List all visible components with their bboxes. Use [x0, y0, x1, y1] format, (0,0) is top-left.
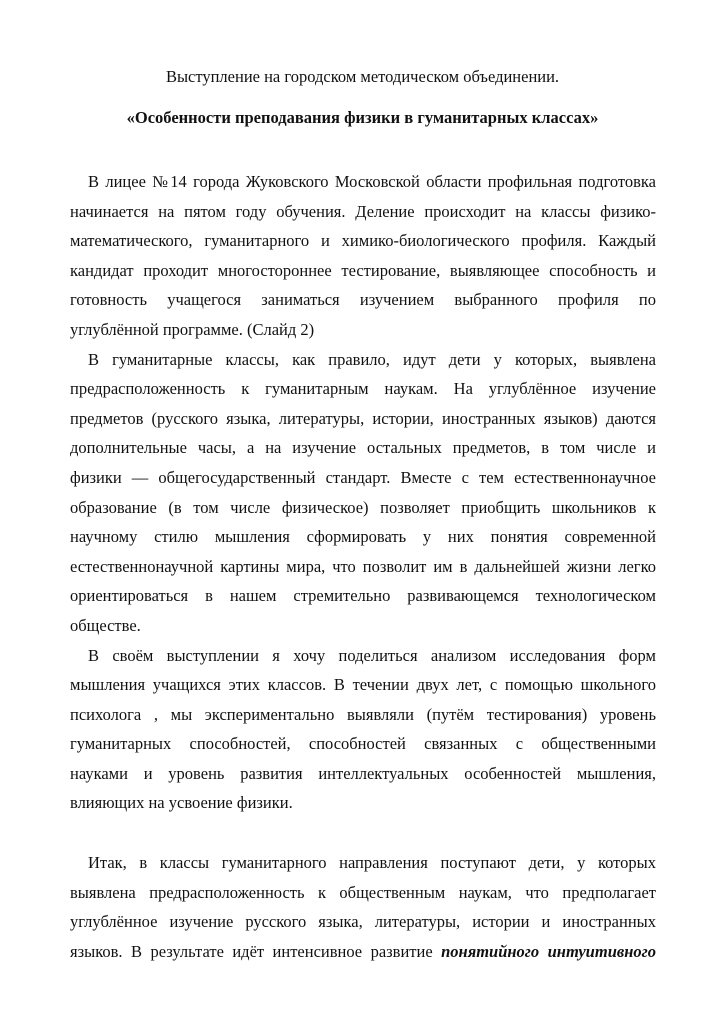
text-line: мышления учащихся этих классов. В течении двух лет, с помощью школьного [70, 675, 656, 695]
text-line: ориентироваться в нашем стремительно развивающемся технологическом [70, 586, 656, 606]
emphasized-text: понятийного интуитивного [441, 941, 656, 961]
text-line: образование (в том числе физическое) позволяет приобщить школьников к [70, 497, 656, 517]
text-line: физики — общегосударственный стандарт. Вместе с тем естественнонаучное [70, 467, 656, 487]
text-line: кандидат проходит многостороннее тестирование, выявляющее способность и [70, 260, 656, 280]
document-subtitle: Выступление на городском методическом объединении. [165, 67, 560, 86]
text-run: языков. В результате идёт интенсивное развитие [70, 941, 442, 961]
text-line: В лицее №14 города Жуковского Московской области профильная подготовка [88, 172, 656, 191]
document-title: «Особенности преподавания физики в гуманитарных классах» [126, 108, 599, 127]
text-line: готовность учащегося заниматься изучением выбранного профиля по [70, 290, 656, 310]
text-line: Итак, в классы гуманитарного направления поступают дети, у которых [88, 853, 656, 873]
text-line: предметов (русского языка, литературы, истории, иностранных языков) даются [70, 408, 656, 428]
document-body [70, 167, 656, 966]
text-line: выявлена предрасположенность к общественным наукам, что предполагает [70, 882, 656, 902]
text-line: научному стилю мышления сформировать у них понятия современной [70, 527, 656, 547]
text-line [70, 937, 656, 967]
text-line: предрасположенность к гуманитарным наукам. На углублённое изучение [70, 379, 656, 399]
text-line: углублённое изучение русского языка, литературы, истории и иностранных [70, 912, 656, 932]
paragraph-spacer [70, 818, 656, 848]
text-line: В гуманитарные классы, как правило, идут дети у которых, выявлена [88, 349, 656, 369]
text-line: углублённой программе. (Слайд 2) [70, 319, 315, 339]
paragraph-4 [70, 848, 656, 966]
paragraph-2 [70, 345, 656, 641]
text-line: психолога , мы экспериментально выявляли (путём тестирования) уровень [70, 704, 656, 724]
text-line: дополнительные часы, а на изучение остальных предметов, в том числе и [70, 438, 656, 458]
paragraph-3 [70, 641, 656, 819]
text-line: начинается на пятом году обучения. Деление происходит на классы физико- [70, 201, 656, 221]
text-line: гуманитарных способностей, способностей связанных с общественными [70, 734, 656, 754]
text-line: естественнонаучной картины мира, что позволит им в дальнейшей жизни легко [70, 556, 656, 576]
paragraph-1 [70, 167, 656, 345]
text-line: В своём выступлении я хочу поделиться анализом исследования форм [88, 645, 656, 665]
text-line: влияющих на усвоение физики. [70, 793, 293, 813]
text-line: обществе. [70, 615, 141, 635]
text-line: математического, гуманитарного и химико-биологического профиля. Каждый [70, 231, 656, 251]
text-line: науками и уровень развития интеллектуальных особенностей мышления, [70, 763, 656, 783]
